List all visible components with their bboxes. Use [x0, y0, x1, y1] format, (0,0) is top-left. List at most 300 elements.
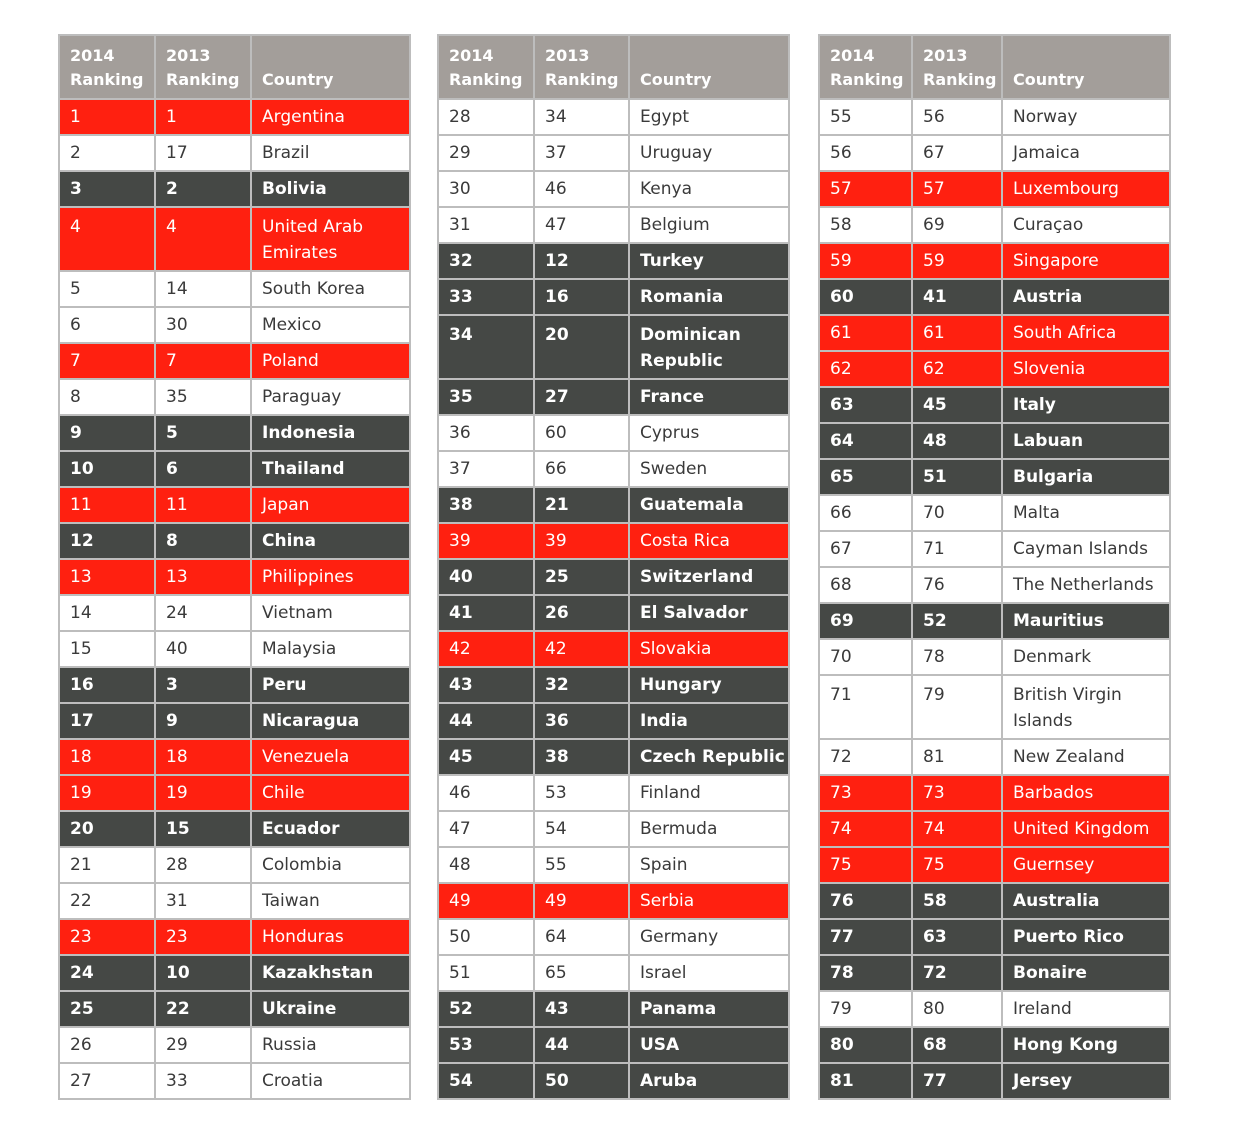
rank-2013-cell: 51 — [912, 459, 1002, 495]
rank-2013-cell: 55 — [534, 847, 629, 883]
ranking-table-2 — [437, 34, 790, 1100]
rank-2014-cell: 23 — [59, 919, 155, 955]
rank-2014-cell: 3 — [59, 171, 155, 207]
rank-2014-cell: 76 — [819, 883, 912, 919]
rank-2013-cell: 37 — [534, 135, 629, 171]
rank-2013-cell: 21 — [534, 487, 629, 523]
table-row — [819, 991, 1170, 1027]
country-cell: Slovenia — [1002, 351, 1170, 387]
country-cell: Switzerland — [629, 559, 789, 595]
table-row — [819, 423, 1170, 459]
header-2013-ranking: 2013 Ranking — [534, 35, 629, 99]
country-cell: Czech Republic — [629, 739, 789, 775]
rank-2014-cell: 73 — [819, 775, 912, 811]
table-row — [438, 171, 789, 207]
table-row — [819, 739, 1170, 775]
table-row — [438, 559, 789, 595]
rank-2013-cell: 49 — [534, 883, 629, 919]
rank-2013-cell: 58 — [912, 883, 1002, 919]
country-cell: Guatemala — [629, 487, 789, 523]
table-row — [819, 531, 1170, 567]
rank-2014-cell: 2 — [59, 135, 155, 171]
country-cell: Panama — [629, 991, 789, 1027]
rank-2013-cell: 29 — [155, 1027, 251, 1063]
rank-2013-cell: 5 — [155, 415, 251, 451]
table-row — [438, 775, 789, 811]
country-cell: El Salvador — [629, 595, 789, 631]
country-cell: Belgium — [629, 207, 789, 243]
table-row — [59, 667, 410, 703]
rank-2013-cell: 56 — [912, 99, 1002, 135]
rank-2013-cell: 65 — [534, 955, 629, 991]
country-cell: Taiwan — [251, 883, 410, 919]
header-2013-ranking: 2013 Ranking — [912, 35, 1002, 99]
table-row — [59, 99, 410, 135]
rank-2013-cell: 4 — [155, 207, 251, 271]
country-cell: India — [629, 703, 789, 739]
rank-2013-cell: 67 — [912, 135, 1002, 171]
table-row — [438, 379, 789, 415]
table-row — [819, 135, 1170, 171]
country-cell: Jamaica — [1002, 135, 1170, 171]
rank-2013-cell: 60 — [534, 415, 629, 451]
country-cell: Paraguay — [251, 379, 410, 415]
rank-2014-cell: 67 — [819, 531, 912, 567]
header-country: Country — [251, 35, 410, 99]
country-cell: Japan — [251, 487, 410, 523]
country-cell: Vietnam — [251, 595, 410, 631]
table-row — [59, 955, 410, 991]
table-row — [438, 315, 789, 379]
country-cell: Jersey — [1002, 1063, 1170, 1099]
table-row — [819, 847, 1170, 883]
rank-2013-cell: 9 — [155, 703, 251, 739]
table-row — [819, 315, 1170, 351]
rank-2014-cell: 1 — [59, 99, 155, 135]
table-row — [819, 919, 1170, 955]
table-row — [438, 207, 789, 243]
rank-2014-cell: 11 — [59, 487, 155, 523]
table-row — [819, 567, 1170, 603]
country-cell: South Africa — [1002, 315, 1170, 351]
country-cell: Australia — [1002, 883, 1170, 919]
rank-2013-cell: 78 — [912, 639, 1002, 675]
country-cell: Austria — [1002, 279, 1170, 315]
rank-2013-cell: 54 — [534, 811, 629, 847]
rank-2014-cell: 79 — [819, 991, 912, 1027]
country-cell: Chile — [251, 775, 410, 811]
table-row — [59, 343, 410, 379]
rank-2014-cell: 56 — [819, 135, 912, 171]
rank-2014-cell: 36 — [438, 415, 534, 451]
table-row — [59, 703, 410, 739]
rank-2013-cell: 19 — [155, 775, 251, 811]
country-cell: Costa Rica — [629, 523, 789, 559]
rank-2013-cell: 10 — [155, 955, 251, 991]
country-cell: Cayman Islands — [1002, 531, 1170, 567]
rank-2014-cell: 19 — [59, 775, 155, 811]
header-row — [438, 35, 789, 99]
rank-2014-cell: 13 — [59, 559, 155, 595]
country-cell: Poland — [251, 343, 410, 379]
table-row — [59, 883, 410, 919]
rank-2014-cell: 54 — [438, 1063, 534, 1099]
rank-2014-cell: 15 — [59, 631, 155, 667]
table-row — [438, 811, 789, 847]
rank-2014-cell: 12 — [59, 523, 155, 559]
rank-2013-cell: 79 — [912, 675, 1002, 739]
rank-2013-cell: 59 — [912, 243, 1002, 279]
table-row — [819, 775, 1170, 811]
rank-2014-cell: 14 — [59, 595, 155, 631]
rank-2013-cell: 33 — [155, 1063, 251, 1099]
country-cell: Philippines — [251, 559, 410, 595]
rank-2014-cell: 17 — [59, 703, 155, 739]
rank-2013-cell: 68 — [912, 1027, 1002, 1063]
rank-2013-cell: 36 — [534, 703, 629, 739]
table-row — [59, 811, 410, 847]
rank-2014-cell: 28 — [438, 99, 534, 135]
table-row — [438, 847, 789, 883]
table-row — [59, 595, 410, 631]
country-cell: Guernsey — [1002, 847, 1170, 883]
rank-2013-cell: 80 — [912, 991, 1002, 1027]
country-cell: United Kingdom — [1002, 811, 1170, 847]
rank-2014-cell: 22 — [59, 883, 155, 919]
table-row — [438, 523, 789, 559]
country-cell: Dominican Republic — [629, 315, 789, 379]
rank-2014-cell: 31 — [438, 207, 534, 243]
table-row — [438, 243, 789, 279]
table-row — [438, 451, 789, 487]
rank-2013-cell: 22 — [155, 991, 251, 1027]
table-row — [59, 1063, 410, 1099]
country-cell: Barbados — [1002, 775, 1170, 811]
rank-2013-cell: 32 — [534, 667, 629, 703]
rank-2013-cell: 43 — [534, 991, 629, 1027]
table-row — [819, 243, 1170, 279]
rank-2014-cell: 53 — [438, 1027, 534, 1063]
rank-2013-cell: 70 — [912, 495, 1002, 531]
country-cell: France — [629, 379, 789, 415]
country-cell: Egypt — [629, 99, 789, 135]
table-row — [819, 883, 1170, 919]
rank-2014-cell: 69 — [819, 603, 912, 639]
rank-2014-cell: 57 — [819, 171, 912, 207]
rank-2014-cell: 46 — [438, 775, 534, 811]
rank-2013-cell: 28 — [155, 847, 251, 883]
rank-2014-cell: 51 — [438, 955, 534, 991]
table-row — [438, 1063, 789, 1099]
table-row — [438, 667, 789, 703]
table-row — [819, 811, 1170, 847]
table-row — [59, 847, 410, 883]
rank-2014-cell: 34 — [438, 315, 534, 379]
country-cell: Bermuda — [629, 811, 789, 847]
table-row — [59, 307, 410, 343]
rank-2013-cell: 16 — [534, 279, 629, 315]
rank-2014-cell: 50 — [438, 919, 534, 955]
rank-2013-cell: 31 — [155, 883, 251, 919]
country-cell: Hungary — [629, 667, 789, 703]
country-cell: Serbia — [629, 883, 789, 919]
table-row — [59, 379, 410, 415]
rank-2013-cell: 23 — [155, 919, 251, 955]
country-cell: Kazakhstan — [251, 955, 410, 991]
table-row — [59, 991, 410, 1027]
table-row — [819, 207, 1170, 243]
rank-2014-cell: 55 — [819, 99, 912, 135]
country-cell: Croatia — [251, 1063, 410, 1099]
table-row — [438, 883, 789, 919]
rank-2013-cell: 6 — [155, 451, 251, 487]
rank-2014-cell: 20 — [59, 811, 155, 847]
country-cell: Indonesia — [251, 415, 410, 451]
rank-2013-cell: 25 — [534, 559, 629, 595]
country-cell: Bulgaria — [1002, 459, 1170, 495]
rank-2013-cell: 30 — [155, 307, 251, 343]
country-cell: Turkey — [629, 243, 789, 279]
table-row — [438, 703, 789, 739]
header-2014-ranking: 2014 Ranking — [59, 35, 155, 99]
rank-2014-cell: 49 — [438, 883, 534, 919]
table-row — [438, 631, 789, 667]
rank-2014-cell: 64 — [819, 423, 912, 459]
rank-2014-cell: 62 — [819, 351, 912, 387]
country-cell: Peru — [251, 667, 410, 703]
rank-2013-cell: 40 — [155, 631, 251, 667]
country-cell: Argentina — [251, 99, 410, 135]
table-row — [59, 523, 410, 559]
rank-2014-cell: 71 — [819, 675, 912, 739]
rank-2013-cell: 14 — [155, 271, 251, 307]
country-cell: Finland — [629, 775, 789, 811]
rank-2014-cell: 43 — [438, 667, 534, 703]
rank-2014-cell: 35 — [438, 379, 534, 415]
table-row — [438, 955, 789, 991]
rank-2014-cell: 30 — [438, 171, 534, 207]
country-cell: Mauritius — [1002, 603, 1170, 639]
rank-2014-cell: 60 — [819, 279, 912, 315]
rank-2014-cell: 78 — [819, 955, 912, 991]
rank-2013-cell: 48 — [912, 423, 1002, 459]
rank-2014-cell: 48 — [438, 847, 534, 883]
table-row — [438, 135, 789, 171]
table-row — [59, 775, 410, 811]
rank-2013-cell: 15 — [155, 811, 251, 847]
rank-2013-cell: 57 — [912, 171, 1002, 207]
table-row — [438, 487, 789, 523]
table-row — [819, 387, 1170, 423]
rank-2014-cell: 33 — [438, 279, 534, 315]
rank-2013-cell: 3 — [155, 667, 251, 703]
rank-2013-cell: 7 — [155, 343, 251, 379]
rank-2014-cell: 6 — [59, 307, 155, 343]
country-cell: British Virgin Islands — [1002, 675, 1170, 739]
rank-2013-cell: 8 — [155, 523, 251, 559]
rank-2014-cell: 77 — [819, 919, 912, 955]
rank-2014-cell: 59 — [819, 243, 912, 279]
rank-2013-cell: 75 — [912, 847, 1002, 883]
rank-2013-cell: 11 — [155, 487, 251, 523]
rank-2013-cell: 38 — [534, 739, 629, 775]
rank-2014-cell: 81 — [819, 1063, 912, 1099]
country-cell: Nicaragua — [251, 703, 410, 739]
table-row — [438, 279, 789, 315]
rank-2013-cell: 17 — [155, 135, 251, 171]
country-cell: Bolivia — [251, 171, 410, 207]
country-cell: Venezuela — [251, 739, 410, 775]
rank-2014-cell: 58 — [819, 207, 912, 243]
country-cell: Thailand — [251, 451, 410, 487]
rank-2014-cell: 42 — [438, 631, 534, 667]
country-cell: Labuan — [1002, 423, 1170, 459]
country-cell: Sweden — [629, 451, 789, 487]
table-row — [438, 1027, 789, 1063]
table-row — [59, 559, 410, 595]
country-cell: Brazil — [251, 135, 410, 171]
rank-2014-cell: 52 — [438, 991, 534, 1027]
country-cell: Colombia — [251, 847, 410, 883]
rank-2013-cell: 72 — [912, 955, 1002, 991]
table-row — [59, 451, 410, 487]
rank-2013-cell: 52 — [912, 603, 1002, 639]
country-cell: Kenya — [629, 171, 789, 207]
table-row — [59, 171, 410, 207]
rank-2014-cell: 7 — [59, 343, 155, 379]
rank-2013-cell: 44 — [534, 1027, 629, 1063]
table-row — [819, 675, 1170, 739]
table-row — [59, 271, 410, 307]
country-cell: Luxembourg — [1002, 171, 1170, 207]
header-2014-ranking: 2014 Ranking — [438, 35, 534, 99]
rank-2014-cell: 80 — [819, 1027, 912, 1063]
rank-2013-cell: 64 — [534, 919, 629, 955]
country-cell: Ecuador — [251, 811, 410, 847]
rank-2014-cell: 21 — [59, 847, 155, 883]
rank-2013-cell: 53 — [534, 775, 629, 811]
rank-2014-cell: 72 — [819, 739, 912, 775]
table-row — [819, 99, 1170, 135]
country-cell: Singapore — [1002, 243, 1170, 279]
rank-2013-cell: 74 — [912, 811, 1002, 847]
country-cell: Italy — [1002, 387, 1170, 423]
rank-2013-cell: 50 — [534, 1063, 629, 1099]
rank-2014-cell: 63 — [819, 387, 912, 423]
country-cell: Bonaire — [1002, 955, 1170, 991]
rank-2013-cell: 34 — [534, 99, 629, 135]
table-row — [819, 955, 1170, 991]
country-cell: Denmark — [1002, 639, 1170, 675]
rank-2014-cell: 75 — [819, 847, 912, 883]
table-row — [438, 739, 789, 775]
rank-2013-cell: 77 — [912, 1063, 1002, 1099]
country-cell: Uruguay — [629, 135, 789, 171]
rank-2014-cell: 9 — [59, 415, 155, 451]
rank-2014-cell: 66 — [819, 495, 912, 531]
country-cell: Puerto Rico — [1002, 919, 1170, 955]
rank-2014-cell: 16 — [59, 667, 155, 703]
table-row — [59, 739, 410, 775]
table-row — [819, 1063, 1170, 1099]
country-cell: Russia — [251, 1027, 410, 1063]
table-row — [59, 135, 410, 171]
rank-2013-cell: 45 — [912, 387, 1002, 423]
rank-2013-cell: 18 — [155, 739, 251, 775]
rank-2013-cell: 1 — [155, 99, 251, 135]
rank-2014-cell: 74 — [819, 811, 912, 847]
country-cell: Germany — [629, 919, 789, 955]
table-row — [819, 459, 1170, 495]
rank-2013-cell: 26 — [534, 595, 629, 631]
table-row — [438, 415, 789, 451]
country-cell: Honduras — [251, 919, 410, 955]
rank-2014-cell: 32 — [438, 243, 534, 279]
rank-2014-cell: 40 — [438, 559, 534, 595]
table-row — [59, 415, 410, 451]
table-row — [59, 487, 410, 523]
header-2014-ranking: 2014 Ranking — [819, 35, 912, 99]
rank-2013-cell: 46 — [534, 171, 629, 207]
country-cell: Malta — [1002, 495, 1170, 531]
rank-2013-cell: 63 — [912, 919, 1002, 955]
rank-2013-cell: 20 — [534, 315, 629, 379]
rank-2014-cell: 5 — [59, 271, 155, 307]
rank-2014-cell: 26 — [59, 1027, 155, 1063]
rank-2014-cell: 4 — [59, 207, 155, 271]
rank-2014-cell: 8 — [59, 379, 155, 415]
table-row — [819, 279, 1170, 315]
table-row — [438, 919, 789, 955]
rank-2013-cell: 71 — [912, 531, 1002, 567]
rank-2013-cell: 27 — [534, 379, 629, 415]
table-row — [59, 631, 410, 667]
table-row — [59, 919, 410, 955]
country-cell: Spain — [629, 847, 789, 883]
rank-2014-cell: 70 — [819, 639, 912, 675]
rank-2014-cell: 25 — [59, 991, 155, 1027]
rank-2013-cell: 61 — [912, 315, 1002, 351]
rank-2014-cell: 45 — [438, 739, 534, 775]
rank-2014-cell: 65 — [819, 459, 912, 495]
rank-2013-cell: 35 — [155, 379, 251, 415]
country-cell: Mexico — [251, 307, 410, 343]
rank-2014-cell: 68 — [819, 567, 912, 603]
country-cell: China — [251, 523, 410, 559]
rank-2014-cell: 38 — [438, 487, 534, 523]
rank-2013-cell: 42 — [534, 631, 629, 667]
rank-2013-cell: 66 — [534, 451, 629, 487]
rank-2013-cell: 24 — [155, 595, 251, 631]
table-row — [819, 1027, 1170, 1063]
country-cell: Ireland — [1002, 991, 1170, 1027]
rank-2014-cell: 61 — [819, 315, 912, 351]
table-row — [59, 207, 410, 271]
rank-2013-cell: 12 — [534, 243, 629, 279]
ranking-table-3 — [818, 34, 1171, 1100]
rank-2014-cell: 39 — [438, 523, 534, 559]
rank-2013-cell: 76 — [912, 567, 1002, 603]
header-2013-ranking: 2013 Ranking — [155, 35, 251, 99]
rank-2014-cell: 41 — [438, 595, 534, 631]
rank-2013-cell: 62 — [912, 351, 1002, 387]
rank-2014-cell: 27 — [59, 1063, 155, 1099]
rank-2013-cell: 2 — [155, 171, 251, 207]
rank-2013-cell: 39 — [534, 523, 629, 559]
table-row — [819, 603, 1170, 639]
rank-2014-cell: 18 — [59, 739, 155, 775]
table-row — [819, 495, 1170, 531]
